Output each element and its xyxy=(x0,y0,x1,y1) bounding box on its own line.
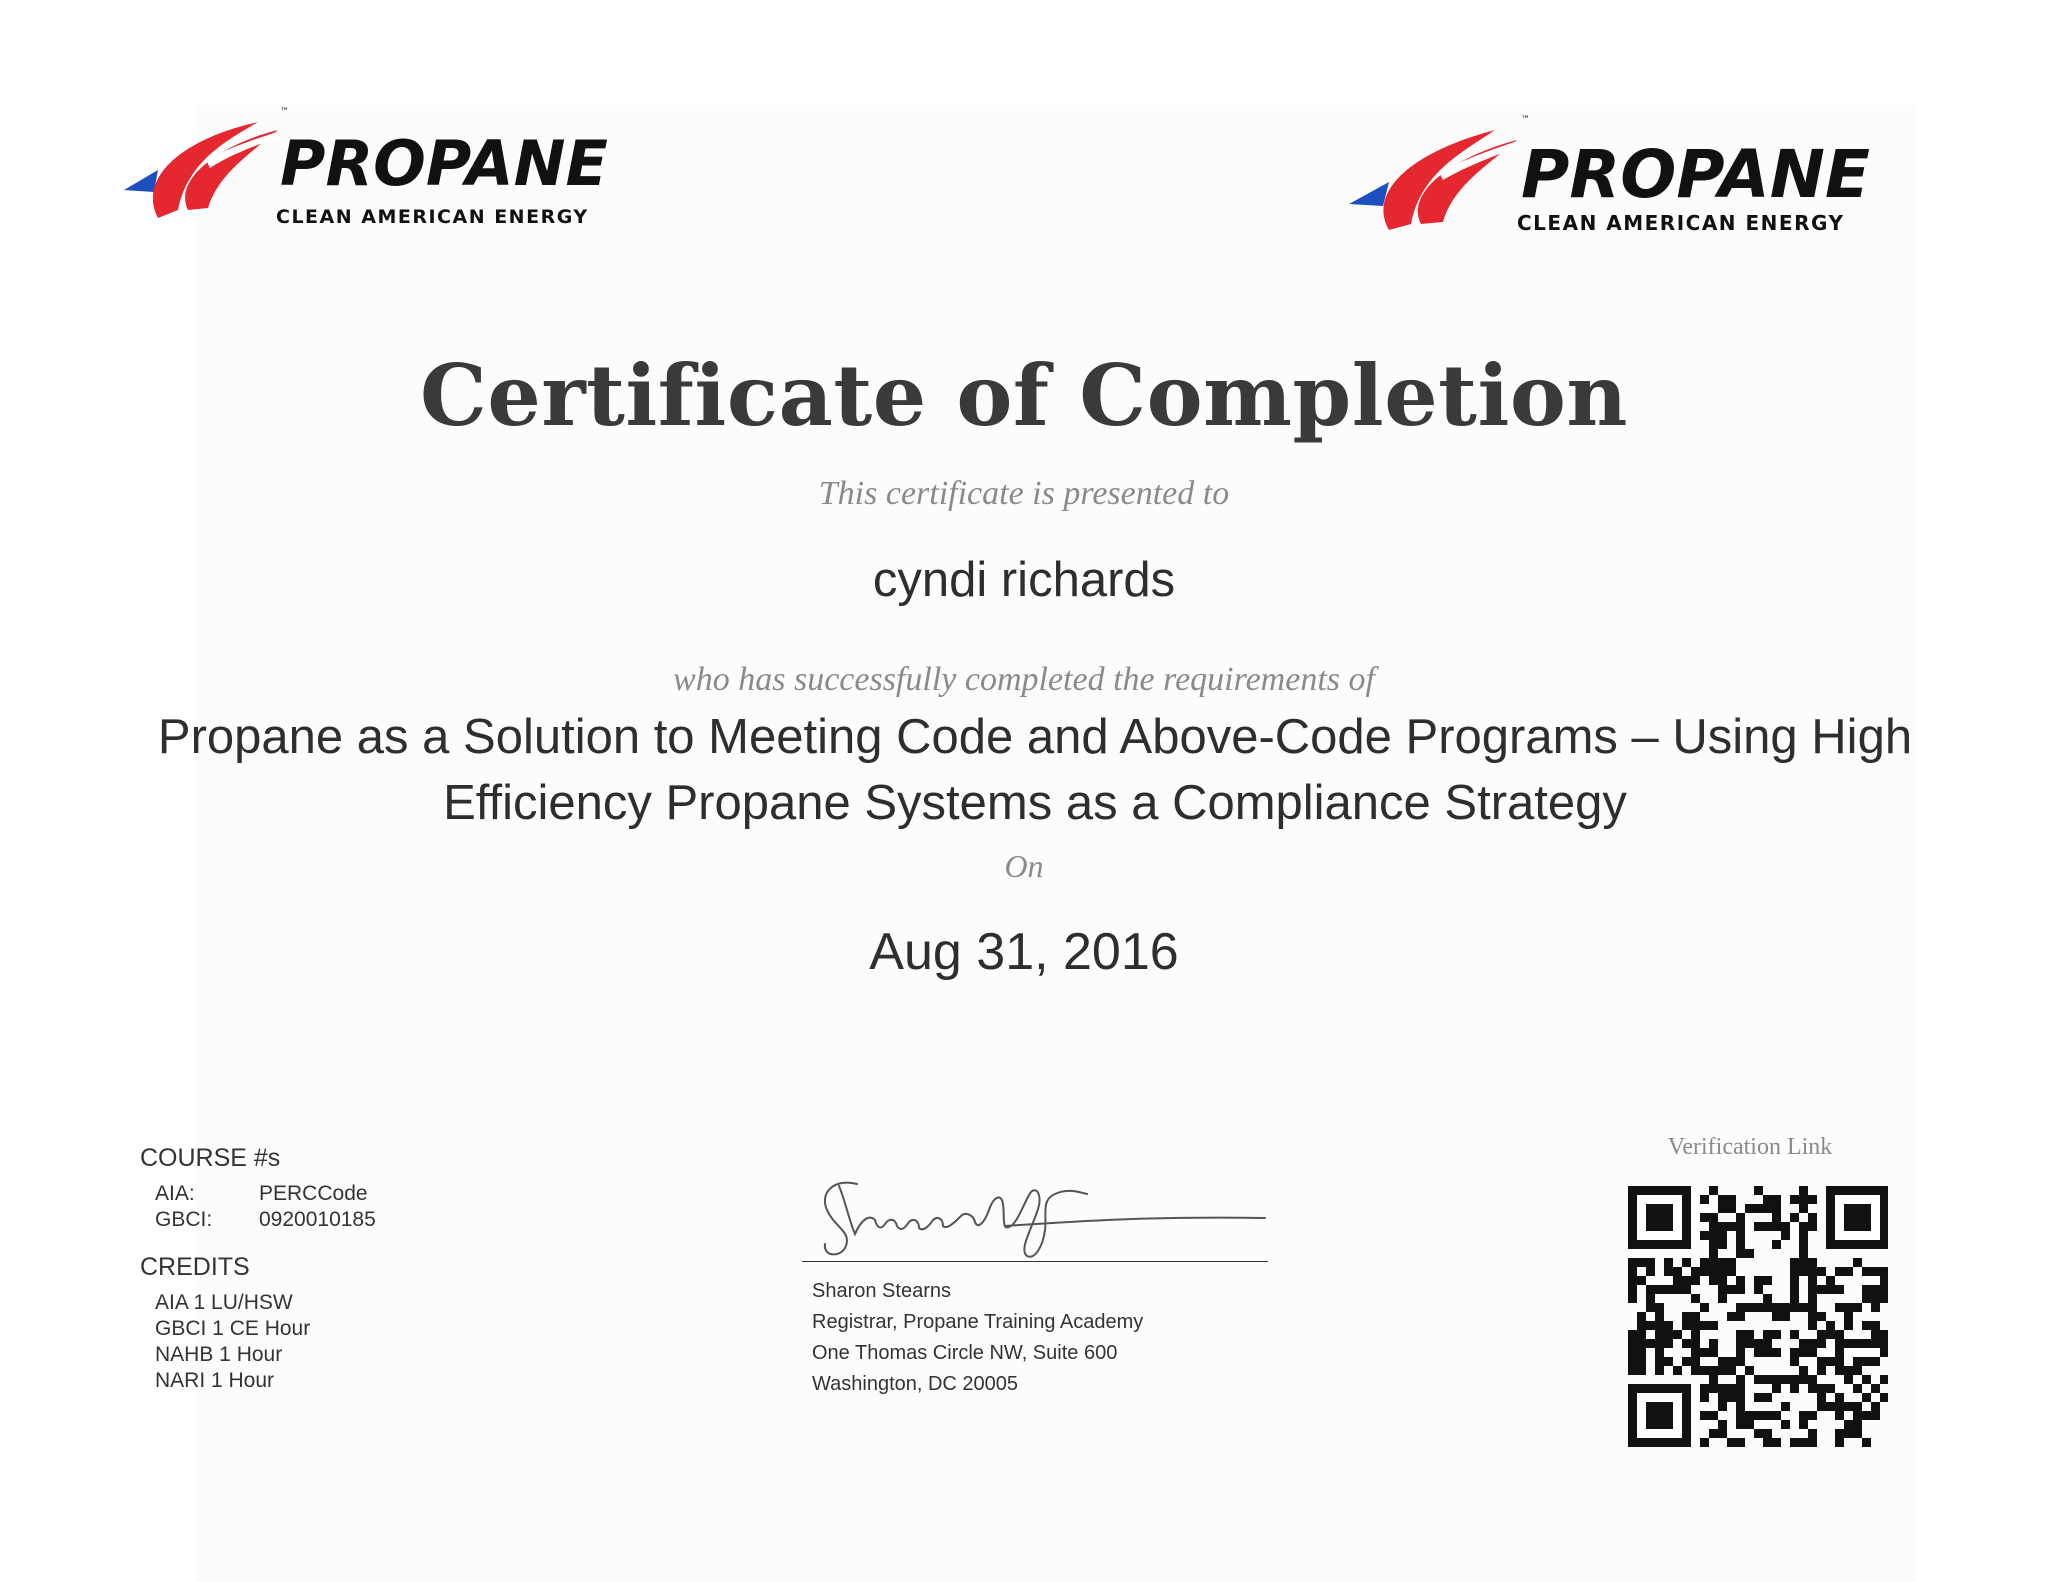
qr-code-icon[interactable] xyxy=(1628,1186,1888,1453)
propane-logo-left xyxy=(118,100,618,230)
signatory-address-line2: Washington, DC 20005 xyxy=(812,1373,1019,1395)
logo-brand-text: PROPANE xyxy=(1521,136,1871,213)
course-number-value: PERCCode xyxy=(259,1182,368,1205)
course-number-label: GBCI: xyxy=(155,1208,213,1231)
completion-date: Aug 31, 2016 xyxy=(869,923,1179,981)
credit-item: NARI 1 Hour xyxy=(155,1369,275,1392)
course-title: Propane as a Solution to Meeting Code and Above-Code Programs – Using High Efficiency Propane Systems as a Compliance Strategy xyxy=(157,710,1913,830)
credits-section xyxy=(140,1253,310,1394)
logo-tagline-text: CLEAN AMERICAN ENERGY xyxy=(276,206,589,228)
course-number-row xyxy=(155,1207,376,1233)
signature-line xyxy=(802,1261,1268,1262)
certificate-title: Certificate of Completion xyxy=(420,346,1628,445)
signatory-title: Registrar, Propane Training Academy xyxy=(812,1311,1144,1333)
completed-requirements-text: who has successfully completed the requirements of xyxy=(673,661,1375,698)
credit-item: GBCI 1 CE Hour xyxy=(155,1317,311,1340)
flag-blue-icon xyxy=(124,170,158,192)
course-number-label: AIA: xyxy=(155,1182,195,1205)
course-numbers-heading: COURSE #s xyxy=(140,1144,281,1172)
flag-blue-icon xyxy=(1349,182,1389,206)
recipient-name: cyndi richards xyxy=(872,553,1176,607)
presented-to-text: This certificate is presented to xyxy=(818,475,1230,512)
credit-item: AIA 1 LU/HSW xyxy=(155,1291,293,1314)
propane-logo-right xyxy=(1345,112,1895,242)
signatory-address-line1: One Thomas Circle NW, Suite 600 xyxy=(812,1342,1118,1364)
course-numbers-section xyxy=(140,1144,376,1233)
signatory-name: Sharon Stearns xyxy=(812,1280,951,1302)
logo-tagline-text: CLEAN AMERICAN ENERGY xyxy=(1517,211,1845,235)
logo-brand-text: PROPANE xyxy=(280,127,608,200)
verification-link-label: Verification Link xyxy=(1667,1134,1833,1160)
on-text: On xyxy=(1004,848,1044,884)
svg-text:™: ™ xyxy=(1521,115,1530,125)
signature-image xyxy=(805,1170,1275,1265)
course-number-value: 0920010185 xyxy=(259,1208,376,1231)
credit-item: NAHB 1 Hour xyxy=(155,1343,283,1366)
signatory-info xyxy=(812,1276,1143,1400)
course-number-row xyxy=(155,1181,376,1207)
credits-heading: CREDITS xyxy=(140,1253,250,1281)
svg-text:™: ™ xyxy=(280,107,289,117)
